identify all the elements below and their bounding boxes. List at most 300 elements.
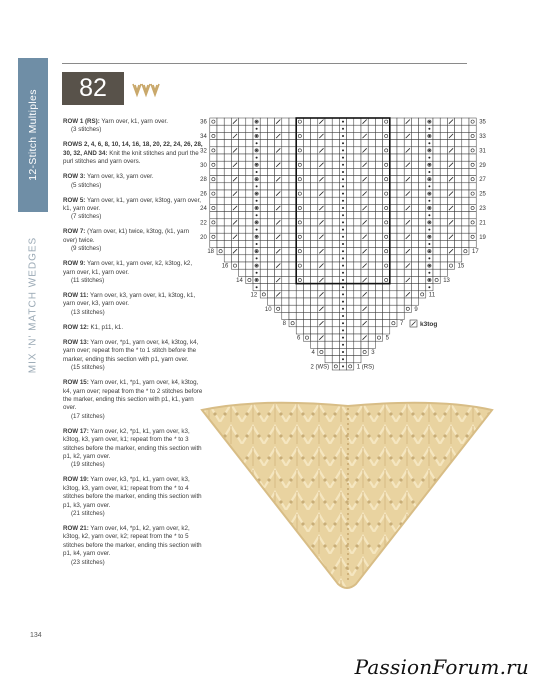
chart-cell: [325, 248, 332, 255]
chart-cell: [404, 140, 411, 147]
chart-cell: [311, 284, 318, 291]
chart-cell: [469, 176, 476, 183]
chart-cell: [368, 161, 375, 168]
chart-cell: [361, 327, 368, 334]
chart-cell: [397, 190, 404, 197]
chart-cell: [469, 197, 476, 204]
chart-cell: [383, 125, 390, 132]
chart-cell: [411, 212, 418, 219]
chart-cell: [289, 298, 296, 305]
chart-cell: [455, 240, 462, 247]
row-label: 12: [250, 292, 258, 299]
chart-cell: [368, 226, 375, 233]
chart-cell: [267, 291, 274, 298]
chart-cell: [318, 284, 325, 291]
chart-cell: [447, 183, 454, 190]
chart-cell: [332, 183, 339, 190]
chart-cell: [368, 154, 375, 161]
chart-cell: [332, 298, 339, 305]
chart-cell: [368, 197, 375, 204]
chart-cell: [239, 154, 246, 161]
chart-cell: [275, 305, 282, 312]
chart-cell: [354, 176, 361, 183]
chart-cell: [231, 240, 238, 247]
chart-cell: [404, 125, 411, 132]
chart-cell: [361, 284, 368, 291]
chart-cell: [347, 161, 354, 168]
chart-cell: [433, 204, 440, 211]
chart-cell: [383, 161, 390, 168]
chart-cell: [411, 255, 418, 262]
chart-cell: [325, 132, 332, 139]
chart-cell: [390, 305, 397, 312]
chart-cell: [332, 154, 339, 161]
chart-cell: [296, 125, 303, 132]
chart-cell: [282, 240, 289, 247]
chart-cell: [354, 140, 361, 147]
chart-cell: [440, 147, 447, 154]
chart-cell: [397, 147, 404, 154]
chart-cell: [383, 168, 390, 175]
chart-cell: [311, 176, 318, 183]
chart-cell: [325, 219, 332, 226]
chart-cell: [375, 132, 382, 139]
chart-cell: [311, 269, 318, 276]
chart-cell: [347, 125, 354, 132]
chart-cell: [383, 226, 390, 233]
purl-symbol: [342, 351, 344, 353]
chart-cell: [318, 348, 325, 355]
chart-cell: [390, 161, 397, 168]
chart-cell: [361, 226, 368, 233]
chart-cell: [318, 154, 325, 161]
chart-cell: [239, 248, 246, 255]
purl-symbol: [428, 236, 430, 238]
chart-cell: [469, 118, 476, 125]
chart-cell: [318, 269, 325, 276]
chart-cell: [404, 212, 411, 219]
chart-cell: [433, 255, 440, 262]
chart-cell: [267, 125, 274, 132]
chart-cell: [325, 356, 332, 363]
chart-cell: [332, 240, 339, 247]
chart-cell: [383, 154, 390, 161]
chart-cell: [462, 140, 469, 147]
chart-cell: [303, 269, 310, 276]
purl-symbol: [342, 164, 344, 166]
chart-cell: [469, 125, 476, 132]
chart-cell: [433, 219, 440, 226]
chart-cell: [303, 190, 310, 197]
chart-cell: [325, 320, 332, 327]
chart-cell: [368, 125, 375, 132]
chart-cell: [411, 233, 418, 240]
chart-cell: [282, 248, 289, 255]
chart-cell: [289, 176, 296, 183]
chart-cell: [347, 233, 354, 240]
chart-cell: [368, 255, 375, 262]
chart-cell: [246, 154, 253, 161]
purl-symbol: [256, 214, 258, 216]
chart-cell: [397, 140, 404, 147]
chart-cell: [347, 183, 354, 190]
chart-cell: [267, 197, 274, 204]
chart-cell: [282, 298, 289, 305]
row-label: 25: [479, 191, 486, 198]
chart-cell: [383, 327, 390, 334]
chart-cell: [390, 226, 397, 233]
chart-cell: [383, 284, 390, 291]
chart-cell: [347, 154, 354, 161]
chart-cell: [447, 197, 454, 204]
chart-cell: [296, 132, 303, 139]
chart-cell: [289, 276, 296, 283]
chart-cell: [303, 312, 310, 319]
chart-cell: [419, 197, 426, 204]
chart-cell: [303, 255, 310, 262]
chart-cell: [246, 168, 253, 175]
chart-cell: [455, 118, 462, 125]
purl-symbol: [342, 229, 344, 231]
chart-cell: [433, 248, 440, 255]
chart-cell: [447, 262, 454, 269]
chart-cell: [368, 147, 375, 154]
chart-cell: [289, 248, 296, 255]
chart-cell: [347, 168, 354, 175]
chart-cell: [275, 255, 282, 262]
chart-cell: [354, 320, 361, 327]
chart-cell: [303, 140, 310, 147]
chart-cell: [289, 312, 296, 319]
chart-cell: [282, 219, 289, 226]
chart-cell: [368, 298, 375, 305]
purl-symbol: [342, 221, 344, 223]
chart-cell: [390, 183, 397, 190]
instruction-row: ROW 5: Yarn over, k1, yarn over, k3tog, yarn over, k1, yarn over. (7 stitches): [63, 196, 202, 221]
chart-cell: [325, 168, 332, 175]
chart-cell: [318, 212, 325, 219]
purl-symbol: [428, 229, 430, 231]
chart-cell: [289, 226, 296, 233]
purl-symbol: [256, 142, 258, 144]
chart-cell: [332, 204, 339, 211]
chart-cell: [303, 132, 310, 139]
chart-cell: [325, 125, 332, 132]
chart-cell: [375, 255, 382, 262]
knitting-chart: [200, 110, 490, 371]
row-label: 15: [457, 263, 465, 270]
chart-cell: [368, 233, 375, 240]
chart-cell: [289, 118, 296, 125]
purl-symbol: [342, 315, 344, 317]
chart-cell: [246, 269, 253, 276]
chart-cell: [411, 262, 418, 269]
chart-cell: [469, 168, 476, 175]
chart-cell: [419, 168, 426, 175]
row-label: 29: [479, 162, 486, 169]
chart-cell: [375, 233, 382, 240]
chart-cell: [397, 176, 404, 183]
chart-cell: [296, 284, 303, 291]
chart-cell: [440, 226, 447, 233]
chart-cell: [318, 168, 325, 175]
chart-cell: [375, 284, 382, 291]
chart-cell: [289, 132, 296, 139]
purl-symbol: [342, 265, 344, 267]
chart-cell: [368, 212, 375, 219]
chart-cell: [210, 233, 217, 240]
chart-cell: [397, 197, 404, 204]
chart-cell: [282, 154, 289, 161]
chart-cell: [347, 276, 354, 283]
chart-cell: [411, 161, 418, 168]
chart-cell: [390, 240, 397, 247]
chart-cell: [303, 291, 310, 298]
chart-cell: [368, 291, 375, 298]
purl-symbol: [428, 214, 430, 216]
chart-cell: [397, 305, 404, 312]
instruction-row: ROWS 2, 4, 6, 8, 10, 14, 16, 18, 20, 22, 24, 26, 28, 30, 32, AND 34: Knit the knit stitches and purl the purl stitches and yarn overs.: [63, 141, 203, 166]
chart-cell: [325, 176, 332, 183]
chart-cell: [296, 240, 303, 247]
row-label: 23: [479, 206, 486, 212]
chart-cell: [375, 125, 382, 132]
chart-cell: [419, 132, 426, 139]
chart-cell: [311, 298, 318, 305]
purl-symbol: [342, 128, 344, 130]
row-label: 34: [200, 134, 207, 140]
chart-cell: [447, 212, 454, 219]
chart-cell: [354, 183, 361, 190]
chart-cell: [411, 168, 418, 175]
chart-cell: [455, 190, 462, 197]
chart-cell: [289, 125, 296, 132]
chart-cell: [347, 291, 354, 298]
chart-cell: [361, 140, 368, 147]
chart-cell: [303, 197, 310, 204]
chart-cell: [397, 248, 404, 255]
chart-cell: [390, 255, 397, 262]
chart-cell: [325, 312, 332, 319]
chart-cell: [311, 248, 318, 255]
chart-cell: [246, 276, 253, 283]
purl-symbol: [256, 135, 258, 137]
chart-cell: [368, 305, 375, 312]
chart-cell: [455, 140, 462, 147]
chart-cell: [375, 190, 382, 197]
chart-cell: [231, 226, 238, 233]
chart-cell: [361, 255, 368, 262]
chart-cell: [332, 356, 339, 363]
chart-cell: [311, 226, 318, 233]
chart-cell: [224, 255, 231, 262]
chart-cell: [361, 168, 368, 175]
chart-cell: [433, 147, 440, 154]
chart-cell: [217, 183, 224, 190]
chart-cell: [318, 140, 325, 147]
chart-cell: [325, 327, 332, 334]
row-label: 11: [428, 292, 436, 299]
chart-cell: [347, 356, 354, 363]
chart-cell: [390, 190, 397, 197]
chart-cell: [246, 248, 253, 255]
chart-cell: [289, 204, 296, 211]
chart-cell: [260, 240, 267, 247]
chart-cell: [354, 356, 361, 363]
chart-cell: [311, 255, 318, 262]
purl-symbol: [342, 337, 344, 339]
chart-cell: [260, 140, 267, 147]
chart-cell: [260, 291, 267, 298]
chart-cell: [311, 132, 318, 139]
chart-cell: [347, 298, 354, 305]
chart-cell: [296, 219, 303, 226]
purl-symbol: [428, 157, 430, 159]
chart-cell: [311, 341, 318, 348]
chart-cell: [383, 320, 390, 327]
chart-cell: [325, 334, 332, 341]
row-label: 30: [200, 162, 207, 169]
chart-cell: [303, 161, 310, 168]
chart-cell: [289, 190, 296, 197]
purl-symbol: [342, 257, 344, 259]
chart-cell: [368, 240, 375, 247]
chart-cell: [347, 334, 354, 341]
chart-cell: [347, 305, 354, 312]
chart-cell: [210, 197, 217, 204]
chart-cell: [296, 291, 303, 298]
chart-cell: [303, 334, 310, 341]
chart-cell: [354, 240, 361, 247]
chart-cell: [296, 276, 303, 283]
chart-cell: [239, 176, 246, 183]
chart-cell: [303, 284, 310, 291]
chart-cell: [217, 190, 224, 197]
chart-cell: [210, 168, 217, 175]
chart-cell: [210, 147, 217, 154]
chart-cell: [303, 262, 310, 269]
chart-cell: [311, 312, 318, 319]
purl-symbol: [342, 286, 344, 288]
chart-cell: [289, 219, 296, 226]
instruction-row: ROW 15: Yarn over, k1, *p1, yarn over, k4, k3tog, k4, yarn over; repeat from the * to 2 stitches before the marker, ending this section with p1, k1, yarn over. (17 stitches): [63, 379, 203, 420]
chart-cell: [383, 147, 390, 154]
purl-symbol: [256, 257, 258, 259]
chart-cell: [296, 154, 303, 161]
chart-cell: [289, 262, 296, 269]
chart-cell: [282, 312, 289, 319]
chart-cell: [311, 334, 318, 341]
chart-cell: [368, 132, 375, 139]
watermark: PassionForum.ru: [354, 655, 529, 679]
chart-cell: [411, 118, 418, 125]
chart-cell: [303, 248, 310, 255]
chart-cell: [275, 168, 282, 175]
chart-cell: [361, 341, 368, 348]
chart-cell: [368, 334, 375, 341]
chart-cell: [411, 248, 418, 255]
chart-cell: [347, 226, 354, 233]
chart-cell: [440, 212, 447, 219]
chart-cell: [411, 284, 418, 291]
row-label: 3: [371, 350, 375, 356]
chart-cell: [455, 154, 462, 161]
chart-cell: [282, 161, 289, 168]
row-label: 27: [479, 177, 486, 184]
chart-cell: [260, 176, 267, 183]
chart-cell: [239, 240, 246, 247]
row-label: 9: [414, 306, 418, 313]
chart-cell: [469, 132, 476, 139]
chart-cell: [390, 168, 397, 175]
chart-cell: [332, 348, 339, 355]
chart-cell: [404, 226, 411, 233]
chart-cell: [469, 226, 476, 233]
chart-cell: [347, 140, 354, 147]
chart-cell: [447, 154, 454, 161]
chart-cell: [462, 226, 469, 233]
chart-cell: [354, 125, 361, 132]
chart-cell: [303, 233, 310, 240]
purl-symbol: [428, 257, 430, 259]
chart-cell: [282, 255, 289, 262]
chart-cell: [296, 140, 303, 147]
chart-cell: [224, 154, 231, 161]
chart-cell: [419, 125, 426, 132]
purl-symbol: [428, 193, 430, 195]
chart-cell: [347, 190, 354, 197]
chart-cell: [354, 233, 361, 240]
row-label: 6: [297, 335, 301, 342]
chart-cell: [303, 226, 310, 233]
chart-cell: [469, 219, 476, 226]
chart-cell: [404, 298, 411, 305]
chart-cell: [239, 183, 246, 190]
chart-cell: [347, 197, 354, 204]
chart-cell: [383, 240, 390, 247]
chart-cell: [325, 269, 332, 276]
chart-cell: [440, 262, 447, 269]
chart-cell: [332, 305, 339, 312]
chart-cell: [325, 161, 332, 168]
chart-cell: [390, 233, 397, 240]
chart-cell: [440, 176, 447, 183]
chart-cell: [404, 305, 411, 312]
chart-cell: [224, 240, 231, 247]
chart-cell: [447, 168, 454, 175]
chart-cell: [231, 197, 238, 204]
chart-cell: [275, 298, 282, 305]
chart-cell: [210, 183, 217, 190]
chart-cell: [260, 118, 267, 125]
chart-cell: [260, 262, 267, 269]
chart-cell: [347, 269, 354, 276]
chart-cell: [332, 276, 339, 283]
chart-cell: [267, 168, 274, 175]
chart-cell: [397, 269, 404, 276]
chart-cell: [440, 240, 447, 247]
chart-cell: [296, 197, 303, 204]
chart-cell: [296, 305, 303, 312]
chart-cell: [210, 118, 217, 125]
chart-cell: [462, 168, 469, 175]
instruction-row: ROW 9: Yarn over, k1, yarn over, k2, k3tog, k2, yarn over, k1, yarn over. (11 stitches): [63, 260, 193, 285]
chart-cell: [368, 312, 375, 319]
instruction-row: ROW 7: (Yarn over, k1) twice, k3tog, (k1, yarn over) twice. (9 stitches): [63, 228, 190, 253]
chart-cell: [404, 183, 411, 190]
chart-cell: [404, 255, 411, 262]
chart-cell: [390, 276, 397, 283]
